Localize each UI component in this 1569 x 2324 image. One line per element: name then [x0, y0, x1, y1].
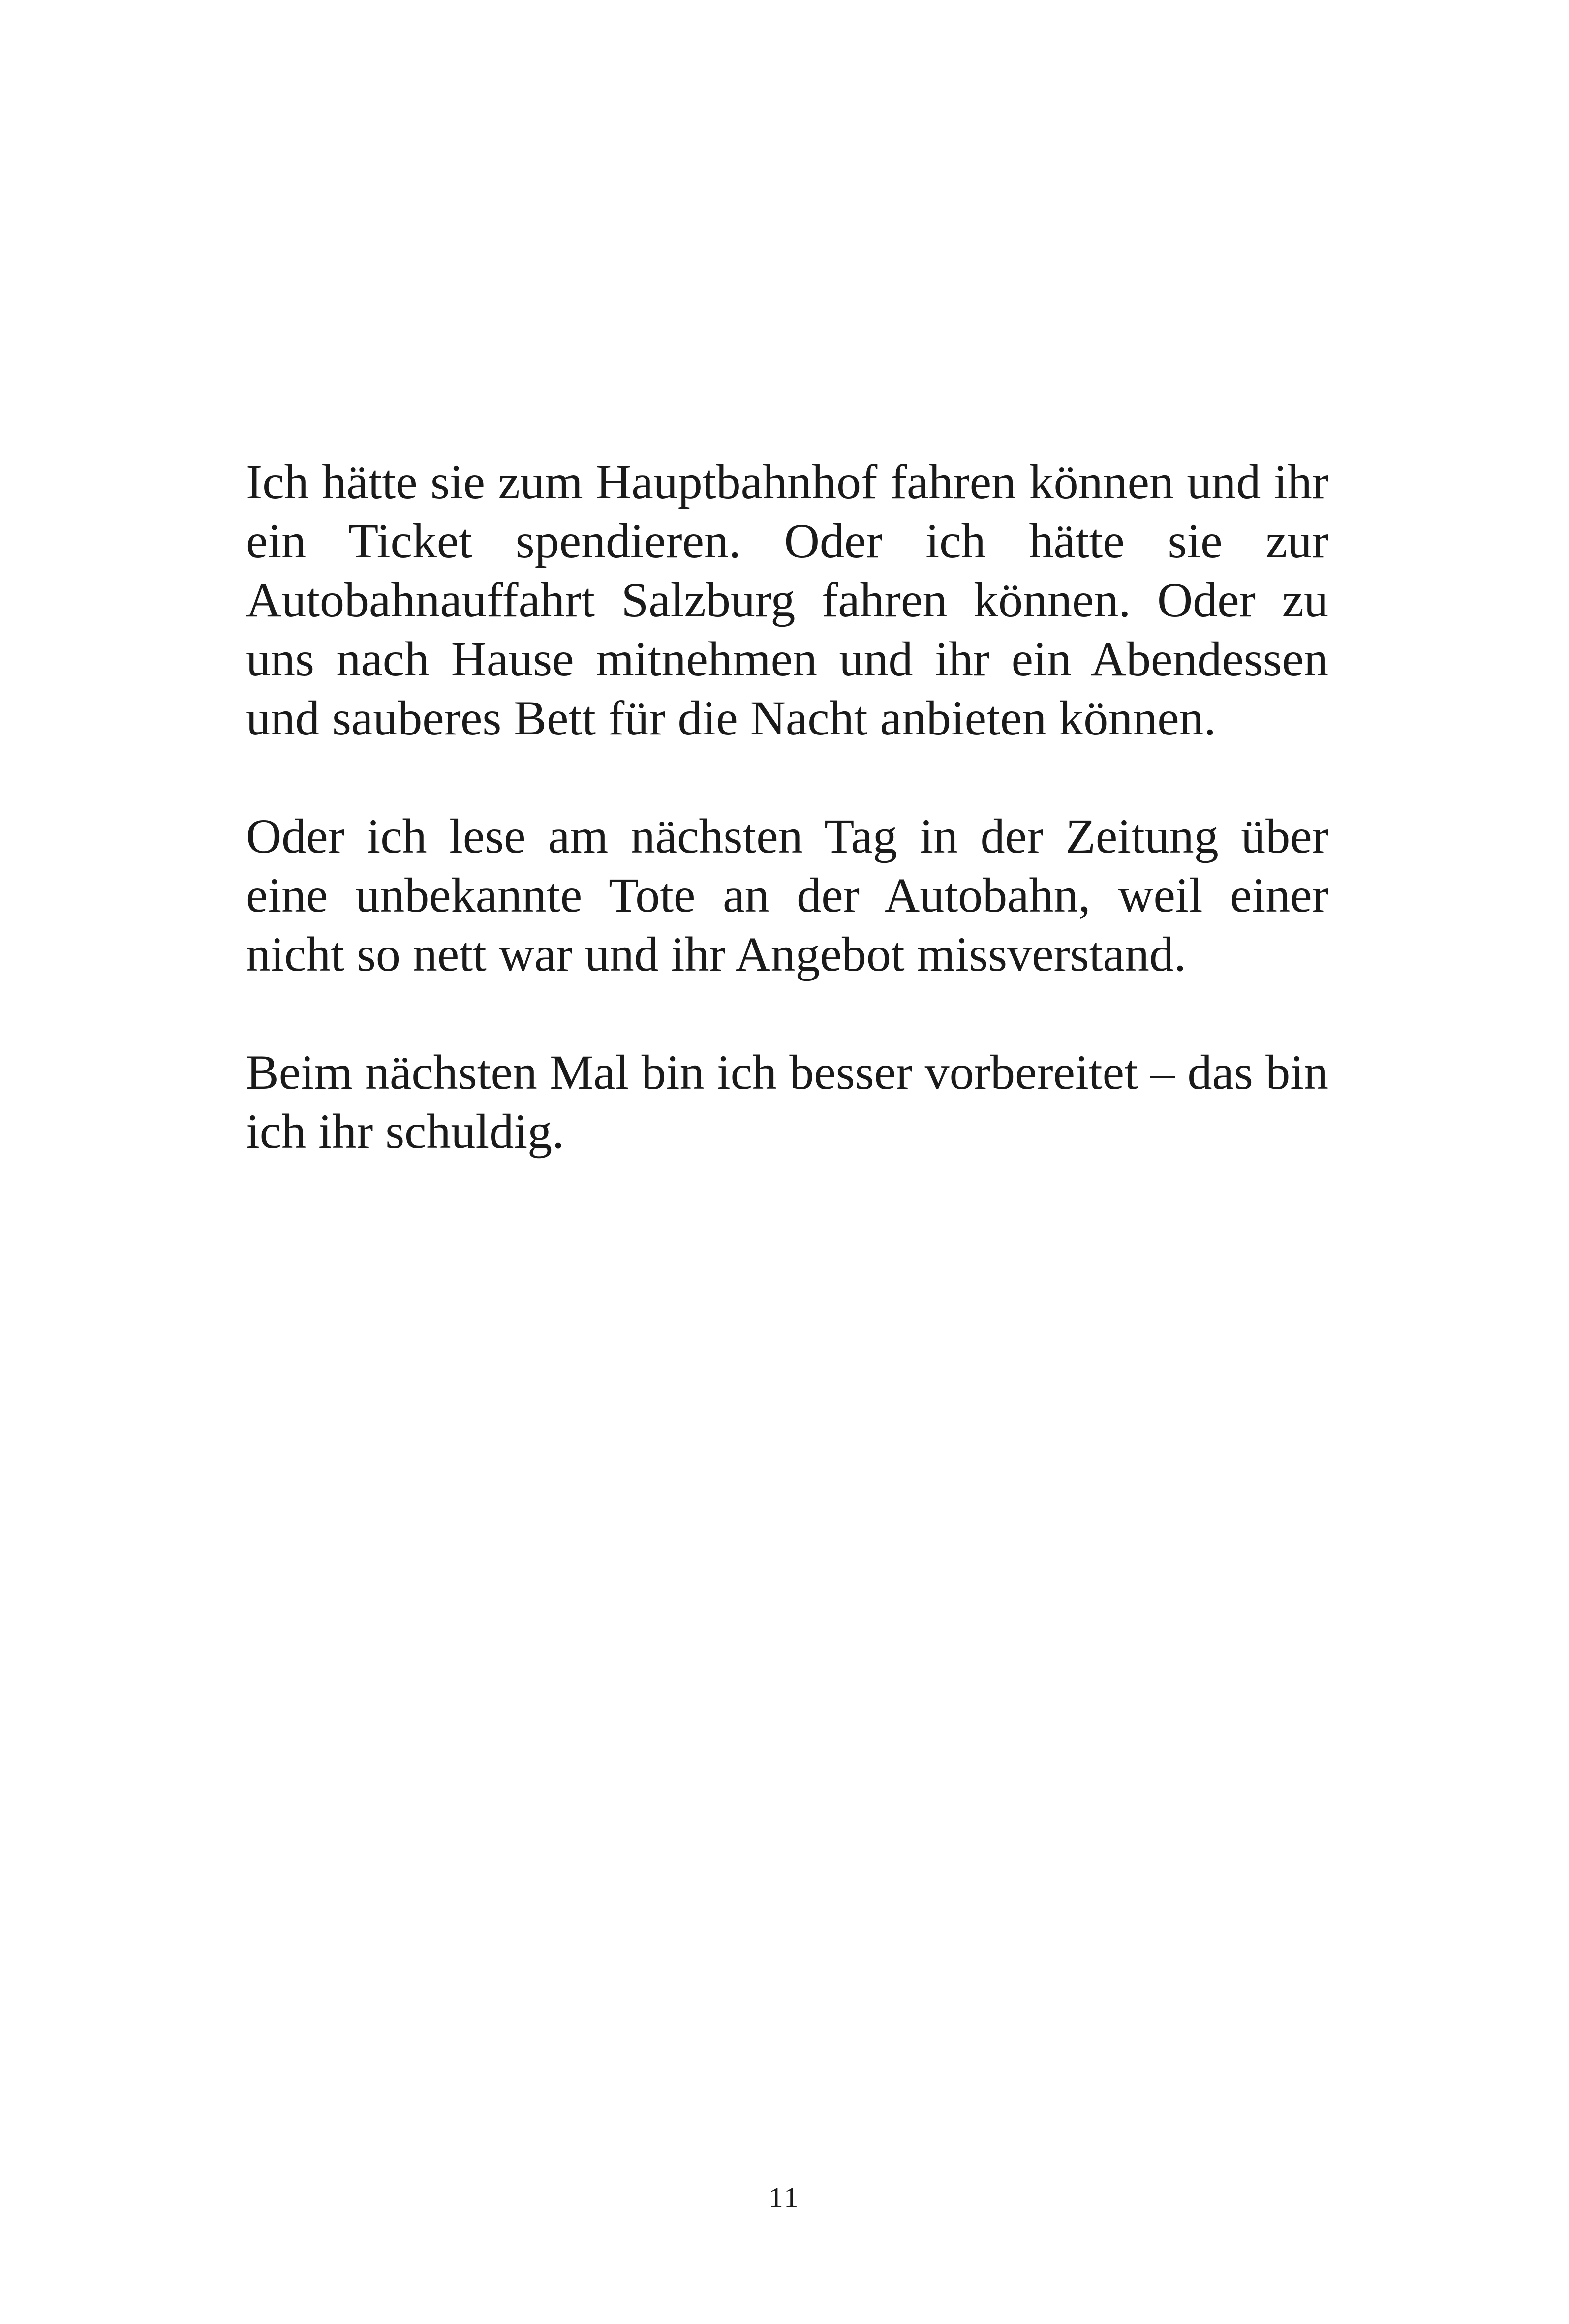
paragraph-1: Ich hätte sie zum Hauptbahnhof fahren können und ihr ein Ticket spendieren. Oder ich hätte sie zur Autobahnauffahrt Salzburg fahren können. Oder zu uns nach Hause mitnehmen und ihr ein Abendessen und sauberes Bett für die Nacht anbieten können.: [246, 455, 1328, 745]
body-text: [246, 453, 1328, 1161]
paragraph-2: Oder ich lese am nächsten Tag in der Zeitung über eine unbekannte Tote an der Autobahn, weil einer nicht so nett war und ihr Angebot missverstand.: [246, 809, 1328, 981]
page-number: 11: [769, 2181, 800, 2213]
paragraph-3: Beim nächsten Mal bin ich besser vorbereitet – das bin ich ihr schuldig.: [246, 1045, 1328, 1159]
